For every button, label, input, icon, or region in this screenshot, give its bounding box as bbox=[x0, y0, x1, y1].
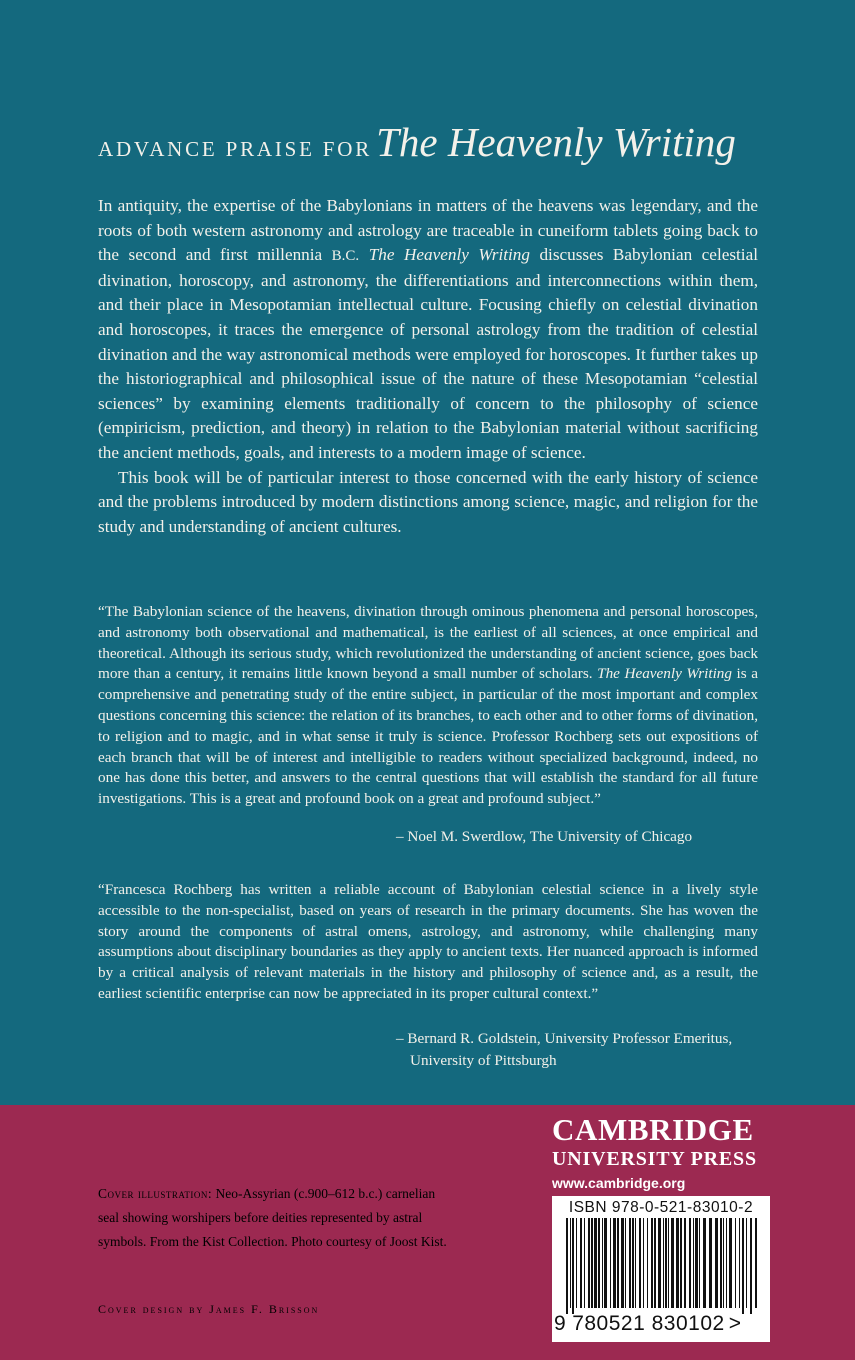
barcode-digits bbox=[554, 1312, 770, 1336]
barcode-bar bbox=[742, 1218, 744, 1314]
barcode-digit-group1: 780521 bbox=[572, 1312, 646, 1335]
barcode-bar bbox=[572, 1218, 574, 1314]
barcode-bar bbox=[566, 1218, 568, 1314]
barcode-bar bbox=[689, 1218, 691, 1308]
cover-design-credit: Cover design by James F. Brisson bbox=[98, 1302, 320, 1316]
barcode-bar bbox=[668, 1218, 669, 1308]
barcode-bar bbox=[723, 1218, 724, 1308]
isbn-label: ISBN 978-0-521-83010-2 bbox=[568, 1199, 754, 1216]
book-title: The Heavenly Writing bbox=[376, 119, 736, 165]
cover-illustration-credit bbox=[98, 1182, 458, 1254]
praise-quote-goldstein: “Francesca Rochberg has written a reliable account of Babylonian celestial science in a lively style accessible to the non-specialist, based on years of research in the primary documents. She has woven the story around the components of astral omens, astrology, and astronomy, while challenging many assumptions about disciplinary boundaries as they apply to ancient texts. Her nuanced approach is informed by a critical analysis of relevant materials in the history and philosophy of science and, as a result, the earliest scientific enterprise can now be appreciated in its proper cultural context.” bbox=[98, 881, 758, 1002]
publisher-logo bbox=[552, 1112, 772, 1194]
barcode-bar bbox=[735, 1218, 736, 1308]
barcode-bar bbox=[598, 1218, 600, 1308]
barcode-bar bbox=[676, 1218, 679, 1308]
barcode-bar bbox=[580, 1218, 582, 1308]
barcode-arrow: > bbox=[728, 1312, 742, 1335]
barcode-bar bbox=[739, 1218, 740, 1308]
description-book-title: The Heavenly Writing bbox=[368, 245, 530, 265]
barcode-bar bbox=[602, 1218, 603, 1308]
barcode-bar bbox=[715, 1218, 718, 1308]
publisher-name: CAMBRIDGE bbox=[552, 1112, 754, 1147]
barcode-bar bbox=[570, 1218, 571, 1308]
barcode-bar bbox=[729, 1218, 732, 1308]
barcode-bars bbox=[552, 1218, 770, 1314]
barcode-bar bbox=[576, 1218, 577, 1308]
cover-credit-text: Neo-Assyrian (c.900–612 b.c.) carnelian seal showing worshipers before deities represented by astral symbols. From the Kist Collection. Photo courtesy of Joost Kist. bbox=[98, 1186, 447, 1249]
barcode-bar bbox=[635, 1218, 636, 1308]
barcode-bar bbox=[699, 1218, 700, 1308]
barcode-digit-group2: 830102 bbox=[651, 1312, 725, 1335]
barcode-bar bbox=[750, 1218, 752, 1314]
barcode-bar bbox=[671, 1218, 674, 1308]
publisher-url: www.cambridge.org bbox=[552, 1175, 686, 1191]
barcode-bar bbox=[695, 1218, 698, 1308]
barcode-bar bbox=[703, 1218, 706, 1308]
barcode-bar bbox=[617, 1218, 619, 1308]
era-label: B.C. bbox=[331, 248, 360, 265]
barcode-bar bbox=[604, 1218, 607, 1308]
quote2-attribution-line1: – Bernard R. Goldstein, University Professor Emeritus, bbox=[396, 1030, 733, 1047]
barcode-bar bbox=[643, 1218, 644, 1308]
description-paragraph-2: This book will be of particular interest to those concerned with the early history of science and the problems introduced by modern distinctions among science, magic, and religion for the study and understanding of ancient cultures. bbox=[98, 467, 758, 536]
praise-quote-swerdlow bbox=[98, 602, 758, 810]
description-paragraph-1 bbox=[98, 194, 758, 466]
quote1-text-b: is a comprehensive and penetrating study of the entire subject, in particular of the most important and complex questions concerning this science: the relation of its branches, to each other and to other forms of divination, to religion and to magic, and in what sense it truly is science. Professor Rochberg sets out expositions of each branch that will be of interest and intelligible to readers without specialized background, indeed, no one has done this better, and answers to the central questions that will establish the standard for all future investigations. This is a great and profound book on a great and profound subject.” bbox=[98, 665, 759, 808]
barcode-bar bbox=[621, 1218, 624, 1308]
barcode-bar bbox=[584, 1218, 585, 1308]
publisher-press: UNIVERSITY PRESS bbox=[552, 1148, 757, 1170]
heading-prefix: ADVANCE PRAISE FOR bbox=[98, 137, 373, 161]
isbn-barcode bbox=[552, 1196, 770, 1342]
barcode-bar bbox=[746, 1218, 747, 1308]
quote2-attribution-line2: University of Pittsburgh bbox=[410, 1052, 557, 1069]
barcode-bar bbox=[591, 1218, 593, 1308]
barcode-digit-first: 9 bbox=[554, 1312, 567, 1335]
quote1-book-title: The Heavenly Writing bbox=[597, 665, 732, 683]
barcode-bar bbox=[651, 1218, 653, 1308]
barcode-bar bbox=[658, 1218, 661, 1308]
barcode-bar bbox=[594, 1218, 597, 1308]
barcode-bar bbox=[639, 1218, 641, 1308]
barcode-bar bbox=[720, 1218, 722, 1308]
barcode-bar bbox=[726, 1218, 727, 1308]
book-description bbox=[98, 194, 758, 539]
barcode-bar bbox=[610, 1218, 611, 1308]
barcode-bar bbox=[629, 1218, 631, 1308]
barcode-bar bbox=[665, 1218, 667, 1308]
barcode-bar bbox=[613, 1218, 616, 1308]
barcode-bar bbox=[588, 1218, 590, 1308]
barcode-bar bbox=[663, 1218, 664, 1308]
barcode-bar bbox=[684, 1218, 686, 1308]
barcode-bar bbox=[709, 1218, 712, 1308]
barcode-bar bbox=[625, 1218, 626, 1308]
quote2-attribution bbox=[396, 1028, 732, 1072]
quote1-attribution: – Noel M. Swerdlow, The University of Chicago bbox=[396, 828, 693, 845]
barcode-bar bbox=[693, 1218, 694, 1308]
description-text-b: discusses Babylonian celestial divination, horoscopy, and astronomy, the differentiations and interconnections within them, and their place in Mesopotamian intellectual culture. Focusing chiefly on celestial divination and horoscopes, it traces the emergence of personal astrology from the tradition of celestial divination and the way astronomical methods were employed for horoscopes. It further takes up the historiographical and philosophical issue of the nature of these Mesopotamian “celestial sciences” by examining elements traditionally of concern to the philosophy of science (empiricism, prediction, and theory) in relation to the Babylonian material without sacrificing the ancient methods, goals, and interests to a modern image of science. bbox=[98, 245, 758, 462]
quote1-text-a: “The Babylonian science of the heavens, divination through ominous phenomena and personal horoscopes, and astronomy both observational and mathematical, is the earliest of all sciences, at once empirical and theoretical. Although its serious study, which revolutionized the understanding of ancient science, goes back more than a century, it remains little known beyond a small number of scholars. bbox=[98, 603, 758, 683]
description-text-a: In antiquity, the expertise of the Babylonians in matters of the heavens was legendary, and the roots of both western astronomy and astrology are traceable in cuneiform tablets going back to the second and first millennia bbox=[98, 196, 758, 265]
barcode-bar bbox=[647, 1218, 648, 1308]
barcode-bar bbox=[632, 1218, 634, 1308]
cover-credit-label: Cover illustration: bbox=[98, 1186, 213, 1201]
barcode-bar bbox=[654, 1218, 656, 1308]
barcode-bar bbox=[755, 1218, 757, 1308]
barcode-bar bbox=[680, 1218, 682, 1308]
praise-heading bbox=[98, 118, 768, 166]
